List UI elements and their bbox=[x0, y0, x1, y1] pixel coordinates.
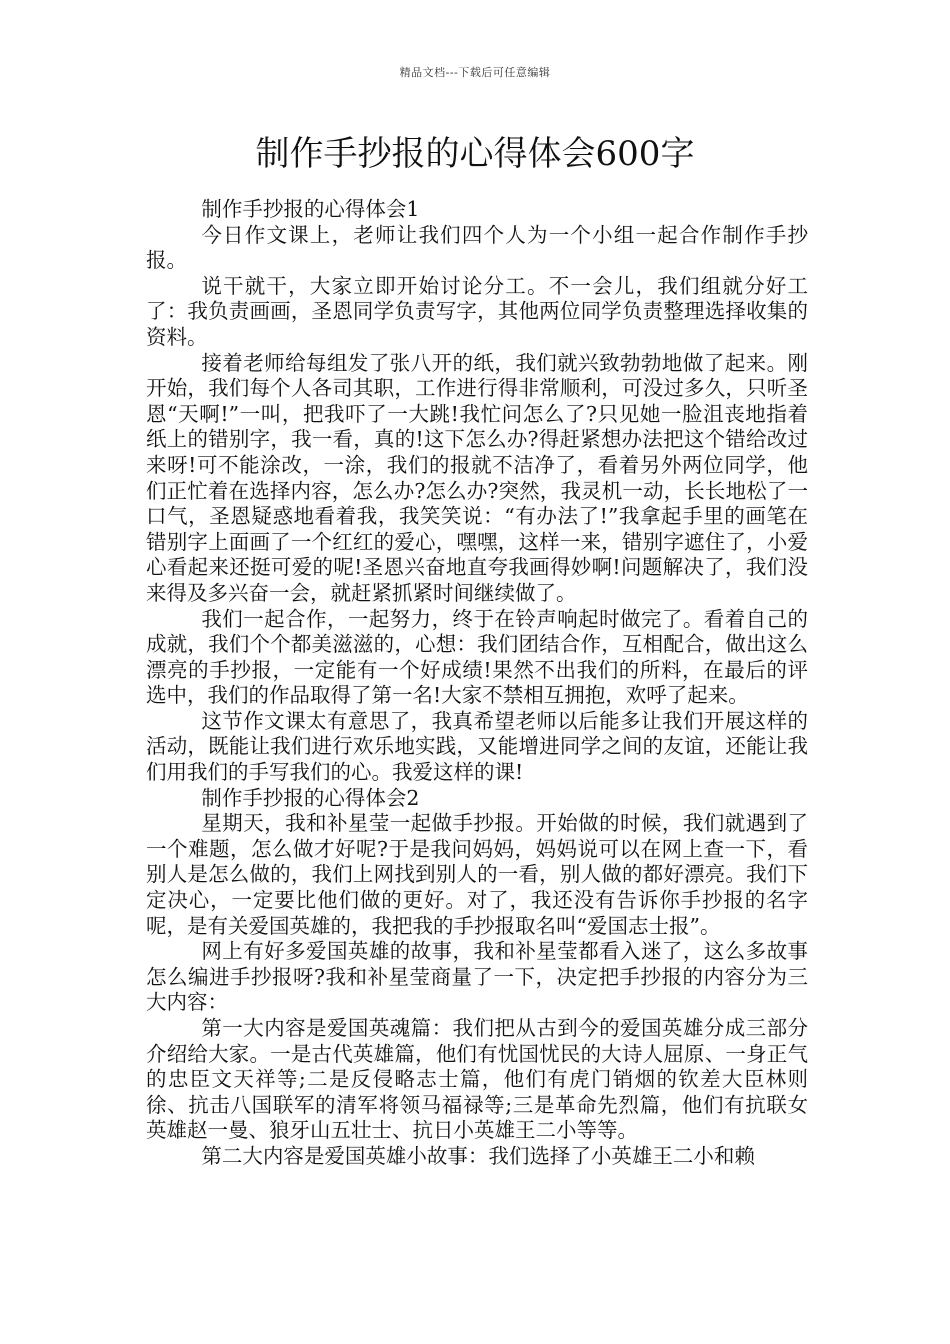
paragraph: 接着老师给每组发了张八开的纸，我们就兴致勃勃地做了起来。刚开始，我们每个人各司其职，工作进行得非常顺利，可没过多久，只听圣恩“天啊!”一叫，把我吓了一大跳!我忙问怎么了?只见她一脸沮丧地指着纸上的错别字，我一看，真的!这下怎么办?得赶紧想办法把这个错给改过来呀!可不能涂改，一涂，我们的报就不洁净了，看着另外两位同学，他们正忙着在选择内容，怎么办?怎么办?突然，我灵机一动，长长地松了一口气，圣恩疑惑地看着我，我笑笑说：“有办法了!”我拿起手里的画笔在错别字上面画了一个红红的爱心，嘿嘿，这样一来，错别字遮住了，小爱心看起来还挺可爱的呢!圣恩兴奋地直夸我画得妙啊!问题解决了，我们没来得及多兴奋一会，就赶紧抓紧时间继续做了。 bbox=[146, 350, 808, 605]
paragraph: 第一大内容是爱国英魂篇：我们把从古到今的爱国英雄分成三部分介绍给大家。一是古代英雄篇，他们有忧国忧民的大诗人屈原、一身正气的忠臣文天祥等;二是反侵略志士篇，他们有虎门销烟的钦差大臣林则徐、抗击八国联军的清军将领马福禄等;三是革命先烈篇，他们有抗联女英雄赵一曼、狼牙山五壮士、抗日小英雄王二小等等。 bbox=[146, 1016, 808, 1143]
document-body bbox=[146, 197, 808, 1170]
paragraph: 今日作文课上，老师让我们四个人为一个小组一起合作制作手抄报。 bbox=[146, 222, 808, 273]
paragraph: 网上有好多爱国英雄的故事，我和补星莹都看入迷了，这么多故事怎么编进手抄报呀?我和补星莹商量了一下，决定把手抄报的内容分为三大内容： bbox=[146, 939, 808, 1015]
paragraph: 说干就干，大家立即开始讨论分工。不一会儿，我们组就分好工了：我负责画画，圣恩同学负责写字，其他两位同学负责整理选择收集的资料。 bbox=[146, 273, 808, 349]
section-heading-1: 制作手抄报的心得体会1 bbox=[201, 197, 420, 221]
paragraph: 这节作文课太有意思了，我真希望老师以后能多让我们开展这样的活动，既能让我们进行欢乐地实践，又能增进同学之间的友谊，还能让我们用我们的手写我们的心。我爱这样的课! bbox=[146, 708, 808, 785]
header-note: 精品文档---下载后可任意编辑 bbox=[399, 66, 551, 79]
paragraph: 第二大内容是爱国英雄小故事：我们选择了小英雄王二小和赖 bbox=[201, 1143, 755, 1168]
document-title: 制作手抄报的心得体会600字 bbox=[255, 134, 695, 174]
paragraph: 星期天，我和补星莹一起做手抄报。开始做的时候，我们就遇到了一个难题，怎么做才好呢?于是我问妈妈，妈妈说可以在网上查一下，看别人是怎么做的，我们上网找到别人的一看，别人做的都好漂亮。我们下定决心，一定要比他们做的更好。对了，我还没有告诉你手抄报的名字呢，是有关爱国英雄的，我把我的手抄报取名叫“爱国志士报”。 bbox=[146, 811, 808, 938]
section-heading-2: 制作手抄报的心得体会2 bbox=[201, 785, 420, 810]
paragraph: 我们一起合作，一起努力，终于在铃声响起时做完了。看着自己的成就，我们个个都美滋滋的，心想：我们团结合作，互相配合，做出这么漂亮的手抄报，一定能有一个好成绩!果然不出我们的所料，在最后的评选中，我们的作品取得了第一名!大家不禁相互拥抱，欢呼了起来。 bbox=[146, 606, 808, 708]
